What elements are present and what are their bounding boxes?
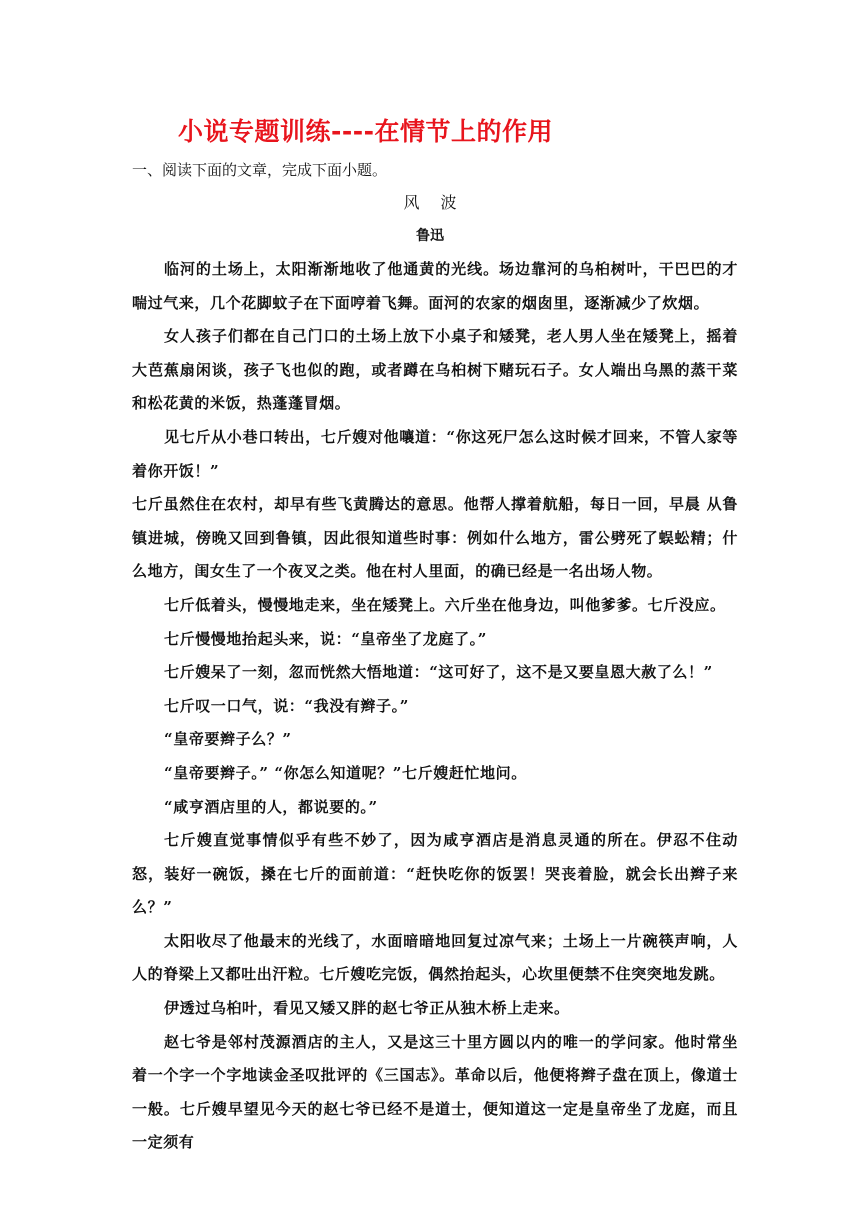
paragraph: 七斤叹一口气，说：“我没有辫子。” xyxy=(164,696,409,715)
paragraph: “咸亨酒店里的人，都说要的。” xyxy=(164,797,378,816)
story-author: 鲁迅 xyxy=(416,228,444,244)
paragraph: 伊透过乌桕叶，看见又矮又胖的赵七爷正从独木桥上走来。 xyxy=(164,999,570,1018)
story-title: 风 波 xyxy=(403,193,465,212)
paragraph: 七斤嫂呆了一刻，忽而恍然大悟地道：“这可好了，这不是又要皇恩大赦了么！” xyxy=(164,663,713,682)
paragraph: 七斤慢慢地抬起头来，说：“皇帝坐了龙庭了。” xyxy=(164,629,487,648)
paragraph: 七斤低着头，慢慢地走来，坐在矮凳上。六斤坐在他身边，叫他爹爹。七斤没应。 xyxy=(164,595,726,614)
story-body xyxy=(132,253,738,1160)
question-prompt: 一、阅读下面的文章，完成下面小题。 xyxy=(132,161,388,179)
paragraph: 女人孩子们都在自己门口的土场上放下小桌子和矮凳，老人男人坐在矮凳上，摇着大芭蕉扇闲谈，孩子飞也似的跑，或者蹲在乌桕树下赌玩石子。女人端出乌黑的蒸干菜和松花黄的米饭，热蓬蓬冒烟。 xyxy=(132,327,738,413)
paragraph: 赵七爷是邻村茂源酒店的主人，又是这三十里方圆以内的唯一的学问家。他时常坐着一个字一个字地读金圣叹批评的《三国志》。革命以后，他便将辫子盘在顶上，像道士一般。七斤嫂早望见今天的赵七爷已经不是道士，便知道这一定是皇帝坐了龙庭，而且一定须有 xyxy=(132,1032,738,1152)
paragraph: 太阳收尽了他最末的光线了，水面暗暗地回复过凉气来；土场上一片碗筷声响，人人的脊梁上又都吐出汗粒。七斤嫂吃完饭，偶然抬起头，心坎里便禁不住突突地发跳。 xyxy=(132,931,738,984)
paragraph: 七斤虽然住在农村，却早有些飞黄腾达的意思。他帮人撑着航船，每日一回，早晨 从鲁镇进城，傍晚又回到鲁镇，因此很知道些时事：例如什么地方，雷公劈死了蜈蚣精；什么地方，闺女生了一个夜叉之类。他在村人里面，的确已经是一名出场人物。 xyxy=(132,495,738,581)
paragraph: “皇帝要辫子么？” xyxy=(164,730,292,749)
paragraph: “皇帝要辫子。” “你怎么知道呢？”七斤嫂赶忙地问。 xyxy=(164,763,527,782)
paragraph: 见七斤从小巷口转出，七斤嫂对他嚷道：“你这死尸怎么这时候才回来，不管人家等着你开饭！” xyxy=(132,427,738,480)
document-title: 小说专题训练----在情节上的作用 xyxy=(178,117,554,146)
paragraph: 临河的土场上，太阳渐渐地收了他通黄的光线。场边靠河的乌桕树叶，干巴巴的才喘过气来，几个花脚蚊子在下面哼着飞舞。面河的农家的烟囱里，逐渐减少了炊烟。 xyxy=(132,260,738,312)
paragraph: 七斤嫂直觉事情似乎有些不妙了，因为咸亨酒店是消息灵通的所在。伊忍不住动怒，装好一碗饭，搡在七斤的面前道：“赶快吃你的饭罢！哭丧着脸，就会长出辫子来么？” xyxy=(132,831,738,917)
